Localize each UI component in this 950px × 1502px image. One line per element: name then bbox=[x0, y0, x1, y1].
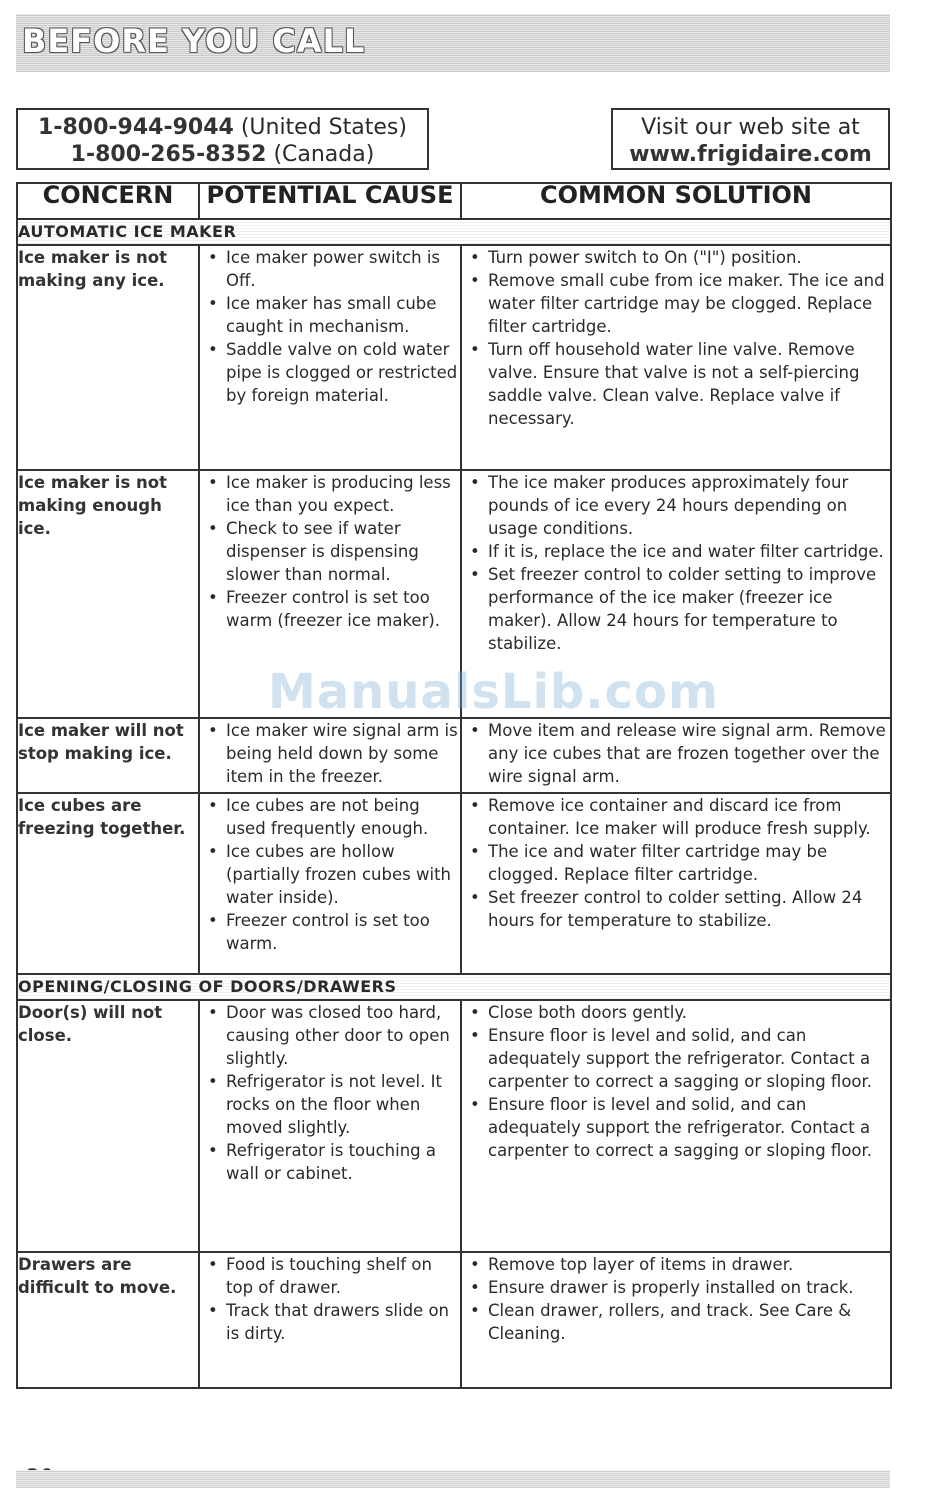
cause-cell bbox=[199, 1252, 461, 1388]
cause-item: • Ice cubes are hollow (partially frozen cubes with water inside). bbox=[200, 840, 460, 909]
solution-item: • Move item and release wire signal arm. Remove any ice cubes that are frozen together over the wire signal arm. bbox=[462, 719, 890, 788]
table-body bbox=[17, 219, 891, 1388]
column-header-solution: COMMON SOLUTION bbox=[461, 183, 891, 219]
cause-item: • Door was closed too hard, causing other door to open slightly. bbox=[200, 1001, 460, 1070]
column-header-concern: CONCERN bbox=[17, 183, 199, 219]
footer-band bbox=[16, 1470, 890, 1488]
cause-item: • Refrigerator is not level. It rocks on the floor when moved slightly. bbox=[200, 1070, 460, 1139]
section-title: OPENING/CLOSING OF DOORS/DRAWERS bbox=[17, 974, 891, 1000]
table-row bbox=[17, 718, 891, 793]
cause-list bbox=[200, 794, 460, 955]
cause-cell bbox=[199, 793, 461, 974]
solution-cell bbox=[461, 793, 891, 974]
phone-canada[interactable]: 1-800-265-8352 bbox=[70, 142, 267, 167]
cause-cell bbox=[199, 470, 461, 718]
column-header-cause: POTENTIAL CAUSE bbox=[199, 183, 461, 219]
solution-cell bbox=[461, 718, 891, 793]
concern-cell: Ice maker will not stop making ice. bbox=[17, 718, 199, 793]
concern-cell: Ice maker is not making any ice. bbox=[17, 245, 199, 470]
phone-us-label: (United States) bbox=[240, 115, 407, 140]
solution-list bbox=[462, 794, 890, 932]
table-row bbox=[17, 470, 891, 718]
cause-item: • Ice maker wire signal arm is being held down by some item in the freezer. bbox=[200, 719, 460, 788]
concern-cell: Door(s) will not close. bbox=[17, 1000, 199, 1252]
solution-item: • The ice and water filter cartridge may be clogged. Replace filter cartridge. bbox=[462, 840, 890, 886]
concern-cell: Ice maker is not making enough ice. bbox=[17, 470, 199, 718]
page-title: BEFORE YOU CALL bbox=[22, 22, 366, 60]
section-row bbox=[17, 219, 891, 245]
troubleshooting-table bbox=[16, 182, 892, 1389]
solution-item: • Set freezer control to colder setting to improve performance of the ice maker (freezer ice maker). Allow 24 hours for temperature to stabilize. bbox=[462, 563, 890, 655]
solution-item: • Close both doors gently. bbox=[462, 1001, 890, 1024]
cause-item: • Ice maker is producing less ice than you expect. bbox=[200, 471, 460, 517]
solution-list bbox=[462, 471, 890, 655]
phone-box bbox=[16, 108, 429, 170]
cause-cell bbox=[199, 245, 461, 470]
solution-list bbox=[462, 719, 890, 788]
solution-item: • Set freezer control to colder setting. Allow 24 hours for temperature to stabilize. bbox=[462, 886, 890, 932]
solution-item: • Ensure floor is level and solid, and can adequately support the refrigerator. Contact a carpenter to correct a sagging or sloping floor. bbox=[462, 1024, 890, 1093]
solution-list bbox=[462, 1253, 890, 1345]
phone-us[interactable]: 1-800-944-9044 bbox=[38, 115, 234, 140]
table-row bbox=[17, 793, 891, 974]
solution-item: • Clean drawer, rollers, and track. See Care & Cleaning. bbox=[462, 1299, 890, 1345]
solution-item: • Remove ice container and discard ice from container. Ice maker will produce fresh supply. bbox=[462, 794, 890, 840]
table-row bbox=[17, 1000, 891, 1252]
concern-cell: Drawers are difficult to move. bbox=[17, 1252, 199, 1388]
cause-list bbox=[200, 246, 460, 407]
table-row bbox=[17, 1252, 891, 1388]
cause-item: • Freezer control is set too warm (freezer ice maker). bbox=[200, 586, 460, 632]
cause-item: • Saddle valve on cold water pipe is clogged or restricted by foreign material. bbox=[200, 338, 460, 407]
cause-item: • Track that drawers slide on is dirty. bbox=[200, 1299, 460, 1345]
website-box bbox=[611, 108, 890, 170]
cause-item: • Ice maker power switch is Off. bbox=[200, 246, 460, 292]
watermark: ManualsLib.com bbox=[268, 664, 719, 720]
column-header-row bbox=[17, 183, 891, 219]
cause-cell bbox=[199, 1000, 461, 1252]
solution-item: • Ensure drawer is properly installed on track. bbox=[462, 1276, 890, 1299]
section-title: AUTOMATIC ICE MAKER bbox=[17, 219, 891, 245]
website-intro: Visit our web site at bbox=[641, 115, 860, 140]
cause-item: • Freezer control is set too warm. bbox=[200, 909, 460, 955]
concern-cell: Ice cubes are freezing together. bbox=[17, 793, 199, 974]
cause-item: • Ice cubes are not being used frequently enough. bbox=[200, 794, 460, 840]
cause-list bbox=[200, 1001, 460, 1185]
solution-item: • The ice maker produces approximately four pounds of ice every 24 hours depending on usage conditions. bbox=[462, 471, 890, 540]
cause-item: • Refrigerator is touching a wall or cabinet. bbox=[200, 1139, 460, 1185]
cause-list bbox=[200, 719, 460, 788]
solution-list bbox=[462, 1001, 890, 1162]
section-row bbox=[17, 974, 891, 1000]
solution-item: • Turn power switch to On ("I") position. bbox=[462, 246, 890, 269]
solution-item: • Remove small cube from ice maker. The ice and water filter cartridge may be clogged. Replace filter cartridge. bbox=[462, 269, 890, 338]
solution-item: • Remove top layer of items in drawer. bbox=[462, 1253, 890, 1276]
cause-item: • Check to see if water dispenser is dispensing slower than normal. bbox=[200, 517, 460, 586]
cause-list bbox=[200, 471, 460, 632]
cause-item: • Food is touching shelf on top of drawer. bbox=[200, 1253, 460, 1299]
cause-cell bbox=[199, 718, 461, 793]
solution-cell bbox=[461, 1252, 891, 1388]
cause-item: • Ice maker has small cube caught in mechanism. bbox=[200, 292, 460, 338]
solution-item: • Ensure floor is level and solid, and can adequately support the refrigerator. Contact a carpenter to correct a sagging or sloping floor. bbox=[462, 1093, 890, 1162]
solution-item: • Turn off household water line valve. Remove valve. Ensure that valve is not a self-piercing saddle valve. Clean valve. Replace valve if necessary. bbox=[462, 338, 890, 430]
website-link[interactable]: www.frigidaire.com bbox=[629, 142, 872, 167]
phone-canada-label: (Canada) bbox=[273, 142, 375, 167]
solution-list bbox=[462, 246, 890, 430]
solution-cell bbox=[461, 245, 891, 470]
solution-cell bbox=[461, 1000, 891, 1252]
table-row bbox=[17, 245, 891, 470]
solution-item: • If it is, replace the ice and water filter cartridge. bbox=[462, 540, 890, 563]
solution-cell bbox=[461, 470, 891, 718]
cause-list bbox=[200, 1253, 460, 1345]
